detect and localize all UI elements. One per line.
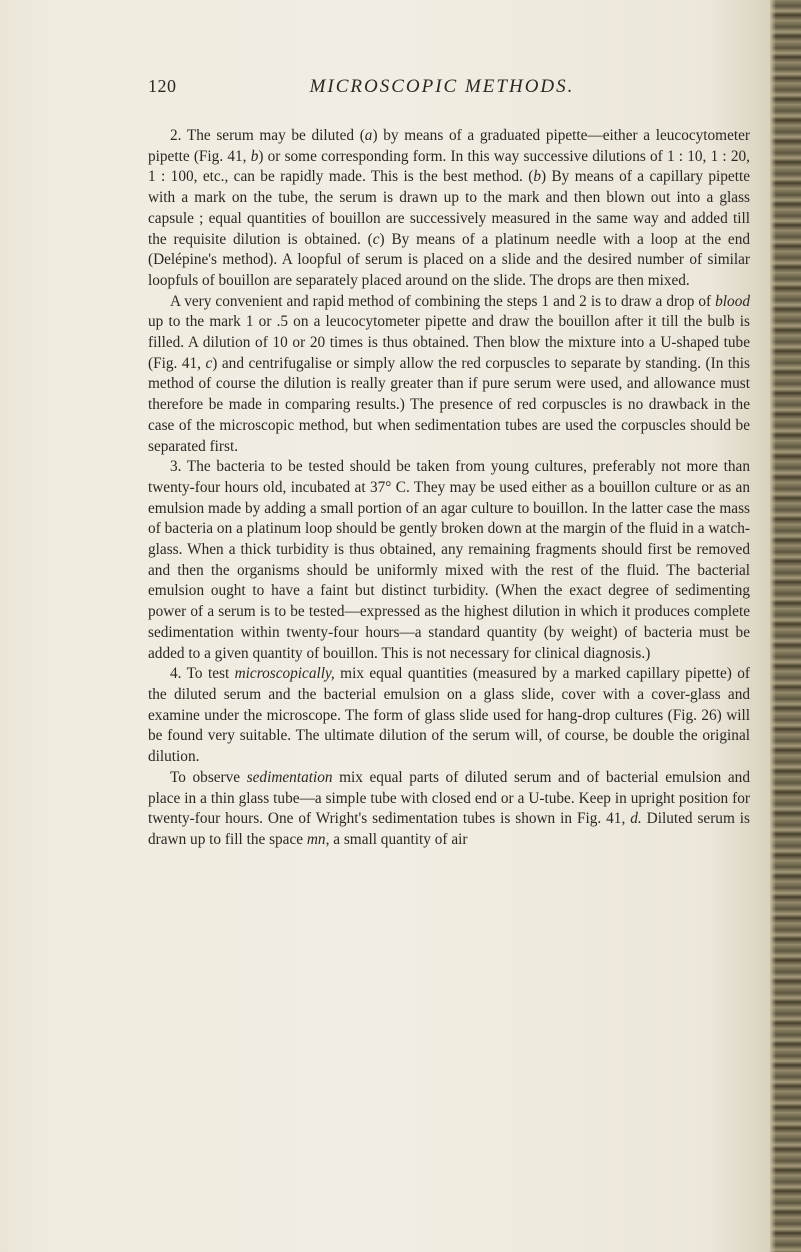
text-run: ) by means of a graduated pipette—either a leucocytometer pipette (Fig. 41, — [148, 127, 751, 165]
italic-run: b — [533, 168, 541, 186]
italic-run: microscopically, — [234, 665, 335, 683]
text-run: To observe — [170, 768, 247, 786]
italic-run: c — [372, 230, 380, 248]
italic-run: b — [250, 147, 259, 165]
text-run: ) By means of a capillary pipette with a mark on the tube, the serum is drawn up to the mark and then blown out into a glass capsule ; equal quantities of bouillon are successively measured in the same way and added till the requisite dilution is obtained. ( — [148, 168, 750, 248]
text-run: 2. The serum may be diluted ( — [170, 127, 365, 144]
italic-run: blood — [715, 292, 750, 310]
page-number: 120 — [148, 76, 177, 96]
italic-run: c — [205, 354, 213, 372]
italic-run: d. — [630, 810, 642, 828]
text-run: up to the mark 1 or .5 on a leucocytometer pipette and draw the bouillon after it till the bulb is filled. A dilution of 10 or 20 times is thus obtained. Then blow the mixture into a U-shaped tube (Fig. 41, — [148, 313, 750, 372]
text-run: Diluted serum is drawn up to fill the space — [148, 810, 750, 848]
page-header — [148, 76, 748, 106]
text-run: 4. To test — [170, 665, 235, 683]
paragraph — [148, 664, 750, 768]
text-run: 3. The bacteria to be tested should be taken from young cultures, preferably not more than twenty-four hours old, incubated at 37° C. They may be used either as a bouillon culture or as an emulsion made by adding a small portion of an agar culture to bouillon. In the latter case the mass of bacteria on a platinum loop should be gently broken down at the margin of the fluid in a watch-glass. When a thick turbidity is thus obtained, any remaining fragments should first be removed and then the organisms should be uniformly mixed with the rest of the fluid. The bacterial emulsion ought to have a faint but distinct turbidity. (When the exact degree of sedimenting power of a serum is to be tested—expressed as the highest dilution in which it produces complete sedimentation within twenty-four hours—a standard quantity (by weight) of bacteria must be added to a given quantity of bouillon. This is not necessary for clinical diagnosis.) — [148, 458, 750, 662]
text-run: a small quantity of air — [329, 830, 468, 848]
text-run: ) By means of a platinum needle with a loop at the end (Delépine's method). A loopful of serum is placed on a slide and the desired number of similar loopfuls of bouillon are separately placed around on the slide. The drops are then mixed. — [148, 230, 750, 289]
body-text — [148, 126, 750, 851]
text-run: mix equal parts of diluted serum and of bacterial emulsion and place in a thin glass tube—a simple tube with closed end or a U-tube. Keep in upright position for twenty-four hours. One of Wright's sedimentation tubes is shown in Fig. 41, — [148, 768, 750, 828]
paragraph — [148, 457, 750, 664]
italic-run: mn, — [306, 830, 330, 848]
text-run: ) and centrifugalise or simply allow the red corpuscles to separate by standing. (In this method of course the dilution is really greater than if pure serum were used, and allowance must therefore be made in comparing results.) The presence of red corpuscles is no drawback in the case of the microscopic method, but when sedimentation tubes are used the corpuscles should be separated first. — [148, 354, 750, 455]
page-edge — [770, 0, 801, 1252]
text-run: A very convenient and rapid method of combining the steps 1 and 2 is to draw a drop of — [170, 292, 716, 310]
running-head: MICROSCOPIC METHODS. — [309, 76, 575, 97]
paragraph — [148, 126, 750, 292]
text-run: mix equal quantities (measured by a marked capillary pipette) of the diluted serum and the bacterial emulsion on a glass slide, cover with a cover-glass and examine under the microscope. The form of glass slide used for hang-drop cultures (Fig. 26) will be found very suitable. The ultimate dilution of the serum will, of course, be double the original dilution. — [148, 665, 750, 766]
paragraph — [148, 292, 750, 458]
italic-run: sedimentation — [246, 768, 333, 786]
italic-run: a — [364, 127, 373, 144]
text-run: ) or some corresponding form. In this way successive dilutions of 1 : 10, 1 : 20, 1 : 100, etc., can be rapidly made. This is the best method. ( — [148, 147, 750, 186]
paragraph — [148, 768, 750, 851]
